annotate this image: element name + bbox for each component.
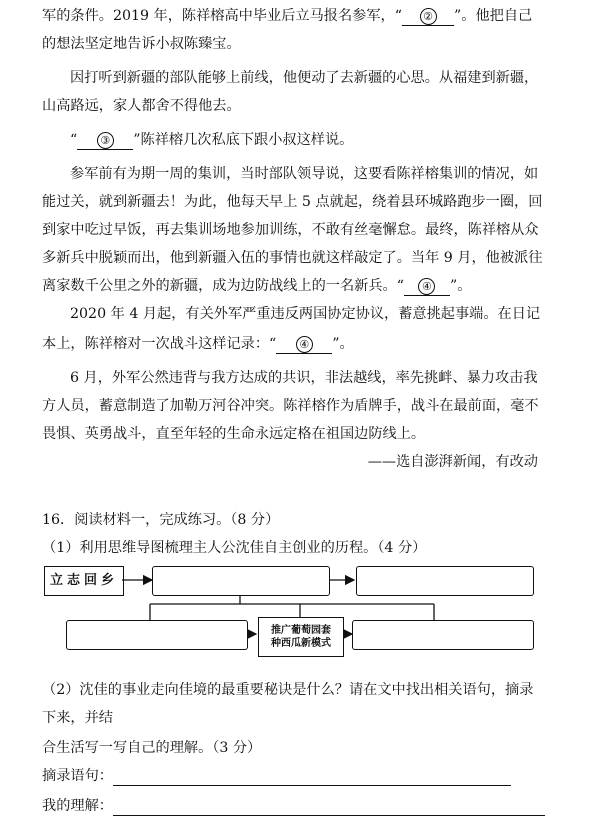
passage-line-15: 畏惧、英勇战斗，直至年轻的生命永远定格在祖国边防线上。 [42, 426, 426, 442]
passage-line-1: 军的条件。2019 年，陈祥榕高中毕业后立马报名参军，“ ② ”。他把自己 [42, 8, 533, 24]
marker-4b: ④ [296, 336, 313, 353]
mind-map-start-box: 立志回乡 [44, 566, 124, 596]
understanding-label: 我的理解： [42, 798, 113, 814]
excerpt-label: 摘录语句： [42, 768, 113, 784]
passage-line-3: 因打听到新疆的部队能够上前线，他便动了去新疆的心思。从福建到新疆， [70, 70, 539, 86]
passage-line-11: 2020 年 4 月起，有关外军严重违反两国协定协议，蓄意挑起事端。在日记 [70, 306, 541, 322]
excerpt-row [42, 766, 511, 786]
question-16-title: 16．阅读材料一，完成练习。（8 分） [42, 512, 280, 528]
mind-map-answer-box-3[interactable] [66, 620, 248, 650]
understanding-row [42, 796, 545, 816]
excerpt-answer-line[interactable] [113, 771, 511, 786]
mind-map-answer-box-1[interactable] [152, 566, 330, 596]
passage-line-14: 方人员，蓄意制造了加勒万河谷冲突。陈祥榕作为盾牌手，战斗在最前面，毫不 [42, 398, 539, 414]
mind-map-middle-box: 推广葡萄园套 种西瓜新模式 [258, 617, 344, 657]
understanding-answer-line[interactable] [113, 801, 545, 816]
marker-3: ③ [97, 132, 114, 149]
passage-line-5: “ ③ ”陈祥榕几次私底下跟小叔这样说。 [70, 132, 354, 148]
passage-line-10: 离家数千公里之外的新疆，成为边防战线上的一名新兵。“ ④ ”。 [42, 278, 472, 294]
source-credit: ——选自澎湃新闻，有改动 [367, 454, 538, 470]
question-16-2-line-2: 下来，并结 [42, 710, 113, 726]
question-16-2-line-3: 合生活写一写自己的理解。（3 分） [42, 740, 262, 756]
question-16-1: （1）利用思维导图梳理主人公沈佳自主创业的历程。（4 分） [42, 540, 427, 556]
passage-line-12: 本上，陈祥榕对一次战斗这样记录：“ ④ ”。 [42, 336, 354, 352]
passage-line-7: 能过关，就到新疆去！为此，他每天早上 5 点就起，绕着县环城路跑步一圈，回 [42, 194, 543, 210]
passage-line-6: 参军前有为期一周的集训，当时部队领导说，这要看陈祥榕集训的情况，如 [70, 166, 539, 182]
marker-4a: ④ [418, 278, 435, 295]
passage-line-8: 到家中吃过早饭，再去集训场地参加训练，不敢有丝毫懈怠。最终，陈祥榕从众 [42, 222, 539, 238]
mind-map-answer-box-4[interactable] [352, 620, 534, 650]
passage-line-13: 6 月，外军公然违背与我方达成的共识，非法越线，率先挑衅、暴力攻击我 [70, 370, 538, 386]
mind-map-answer-box-2[interactable] [356, 566, 534, 596]
passage-line-2: 的想法坚定地告诉小叔陈臻宝。 [42, 36, 241, 52]
marker-2: ② [420, 8, 437, 25]
passage-line-9: 多新兵中脱颖而出，他到新疆入伍的事情也就这样敲定了。当年 9 月，他被派往 [42, 250, 543, 266]
question-16-2-line-1: （2）沈佳的事业走向佳境的最重要秘诀是什么？请在文中找出相关语句，摘录 [42, 682, 534, 698]
passage-line-4: 山高路远，家人都舍不得他去。 [42, 98, 241, 114]
